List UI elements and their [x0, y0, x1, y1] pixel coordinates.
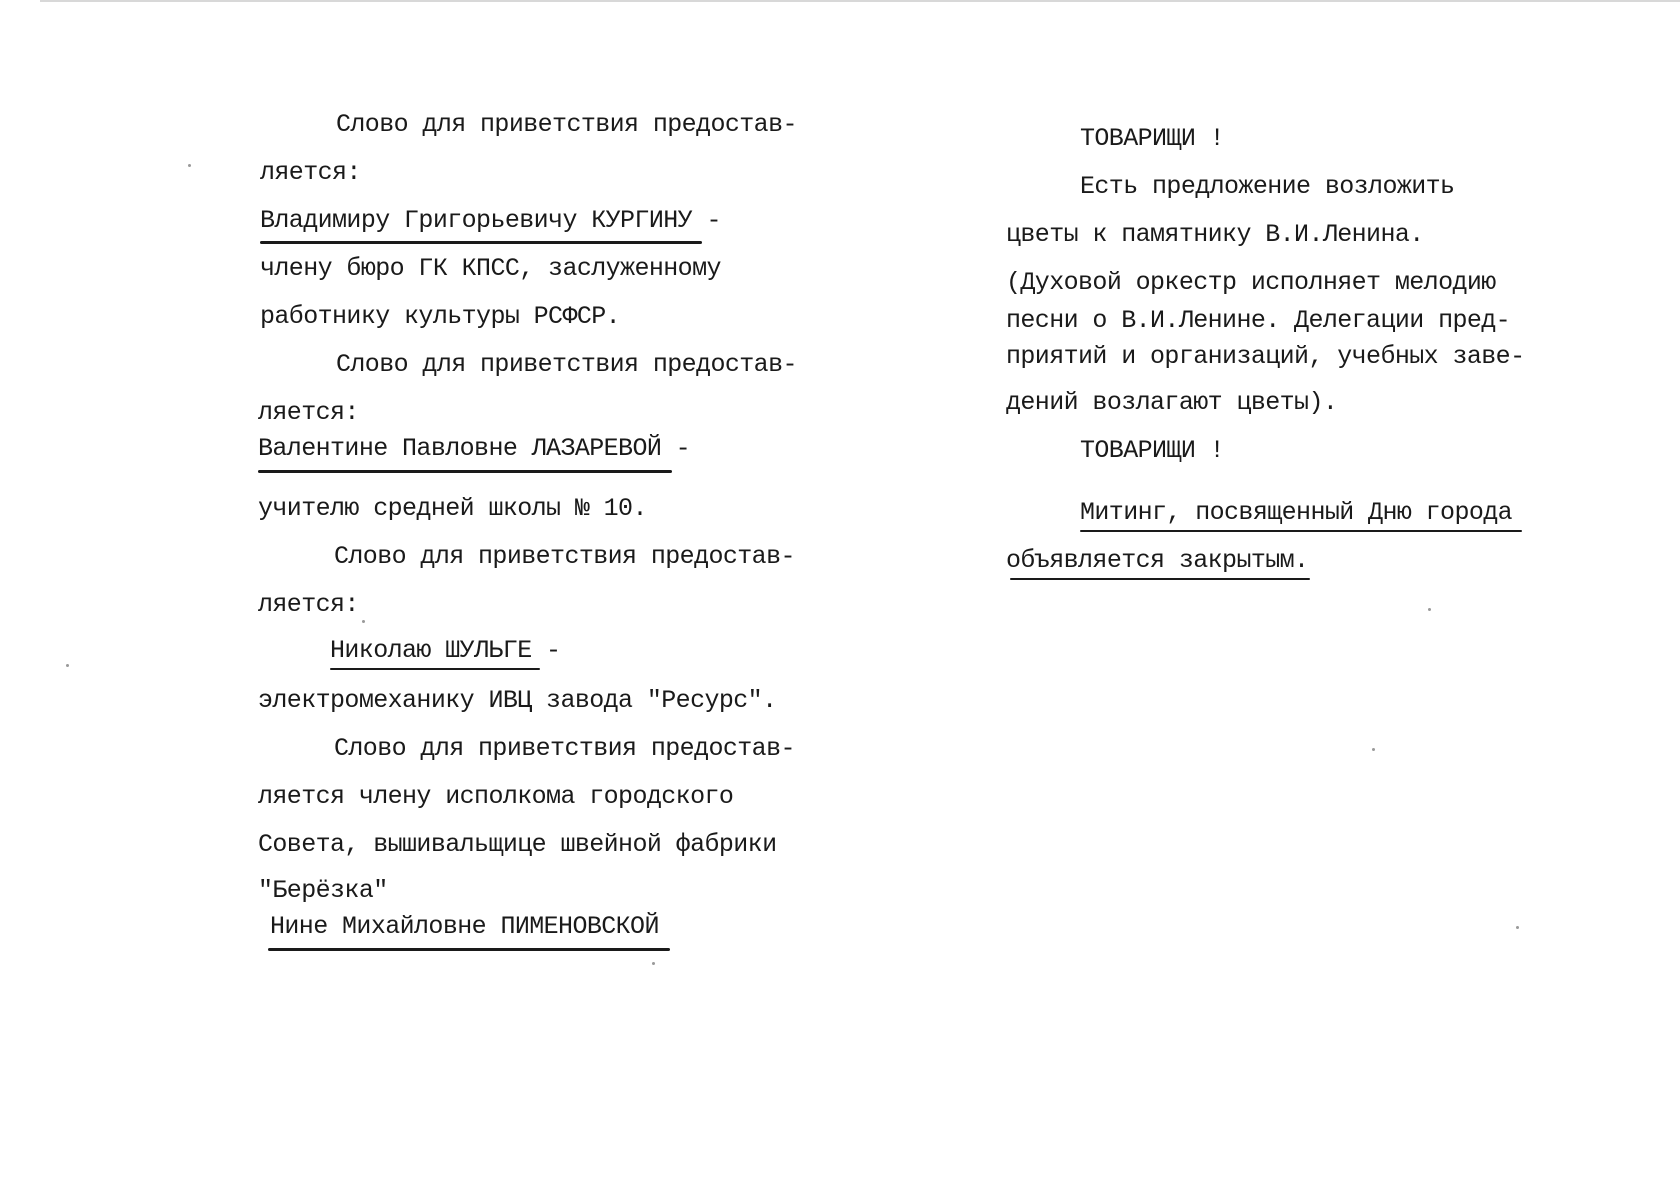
- heading-comrades: ТОВАРИЩИ !: [1080, 436, 1225, 465]
- scan-speck: [1516, 926, 1519, 929]
- speaker-name-kurgin: Владимиру Григорьевичу КУРГИНУ -: [260, 206, 721, 235]
- underline-mark: [1080, 530, 1522, 532]
- underline-mark: [1010, 578, 1310, 580]
- underline-mark: [330, 668, 540, 670]
- text-line: работнику культуры РСФСР.: [260, 302, 621, 331]
- text-line: "Берёзка": [258, 876, 388, 905]
- text-line: Слово для приветствия предостав-: [334, 542, 795, 571]
- text-line: Есть предложение возложить: [1080, 172, 1455, 201]
- text-line: учителю средней школы № 10.: [258, 494, 647, 523]
- text-line: члену бюро ГК КПСС, заслуженному: [260, 254, 721, 283]
- underline-mark: [268, 948, 670, 951]
- text-line: цветы к памятнику В.И.Ленина.: [1006, 220, 1424, 249]
- speaker-name-pimenovskaya: Нине Михайловне ПИМЕНОВСКОЙ: [270, 912, 659, 941]
- page-edge: [40, 0, 1680, 2]
- text-line: электромеханику ИВЦ завода "Ресурс".: [258, 686, 777, 715]
- text-line: Слово для приветствия предостав-: [336, 110, 797, 139]
- closing-line: объявляется закрытым.: [1006, 546, 1309, 575]
- heading-comrades: ТОВАРИЩИ !: [1080, 124, 1225, 153]
- text-line: Слово для приветствия предостав-: [334, 734, 795, 763]
- closing-line: Митинг, посвященный Дню города: [1080, 498, 1513, 527]
- text-line: приятий и организаций, учебных заве-: [1006, 342, 1525, 371]
- text-line: Совета, вышивальщице швейной фабрики: [258, 830, 777, 859]
- text-line: (Духовой оркестр исполняет мелодию: [1006, 268, 1496, 297]
- speaker-name-shulga: Николаю ШУЛЬГЕ -: [330, 636, 561, 665]
- text-line: ляется:: [260, 158, 361, 187]
- text-line: ляется члену исполкома городского: [258, 782, 734, 811]
- text-line: ляется:: [258, 590, 359, 619]
- scan-speck: [66, 664, 69, 667]
- scan-speck: [362, 620, 365, 623]
- scan-speck: [1428, 608, 1431, 611]
- speaker-name-lazareva: Валентине Павловне ЛАЗАРЕВОЙ -: [258, 434, 691, 463]
- text-line: дений возлагают цветы).: [1006, 388, 1338, 417]
- text-line: Слово для приветствия предостав-: [336, 350, 797, 379]
- text-line: ляется:: [258, 398, 359, 427]
- scan-speck: [188, 164, 191, 167]
- text-line: песни о В.И.Ленине. Делегации пред-: [1006, 306, 1511, 335]
- scan-speck: [1372, 748, 1375, 751]
- underline-mark: [260, 241, 702, 244]
- scan-speck: [652, 962, 655, 965]
- underline-mark: [258, 470, 672, 473]
